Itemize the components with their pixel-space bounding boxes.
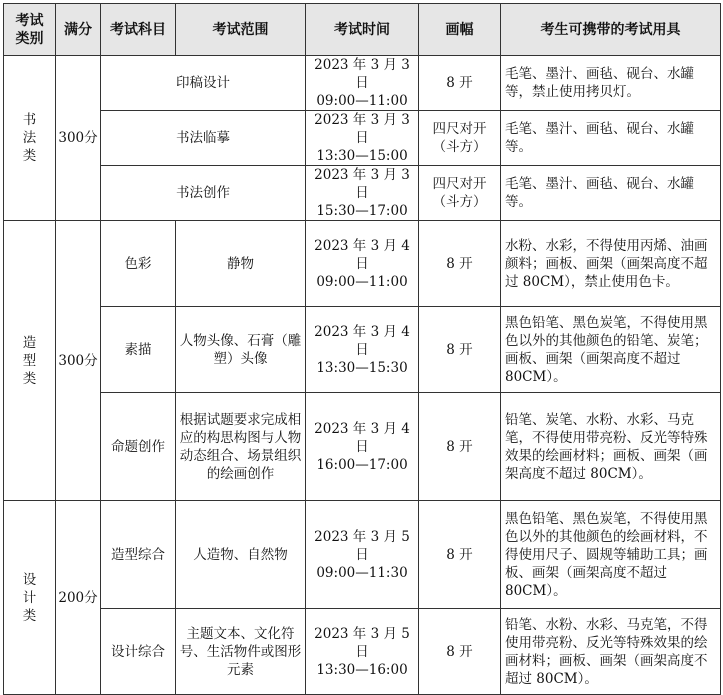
score-calligraphy: 300分	[56, 56, 101, 221]
header-full-score: 满分	[56, 4, 101, 56]
header-time: 考试时间	[306, 4, 419, 56]
time-cell: 2023 年 3 月 5 日 13:30—16:00	[306, 609, 419, 695]
category-modeling: 造 型 类	[4, 221, 56, 501]
subject-cell: 设计综合	[101, 609, 176, 695]
format-cell: 8 开	[419, 221, 501, 307]
table-row	[4, 166, 721, 221]
scope-cell: 人物头像、石膏（雕塑）头像	[176, 307, 306, 393]
subject-cell: 书法临摹	[101, 111, 306, 166]
subject-cell: 色彩	[101, 221, 176, 307]
subject-cell: 印稿设计	[101, 56, 306, 111]
tools-cell: 毛笔、墨汁、画毡、砚台、水罐等。	[501, 166, 721, 221]
time-cell: 2023 年 3 月 3 日 13:30—15:00	[306, 111, 419, 166]
format-cell: 8 开	[419, 56, 501, 111]
time-cell: 2023 年 3 月 4 日 13:30—15:30	[306, 307, 419, 393]
table-row	[4, 501, 721, 609]
table-row	[4, 111, 721, 166]
score-modeling: 300分	[56, 221, 101, 501]
time-cell: 2023 年 3 月 3 日 15:30—17:00	[306, 166, 419, 221]
format-cell: 8 开	[419, 501, 501, 609]
scope-cell: 根据试题要求完成相应的构思构图与人物动态组合、场景组织的绘画创作	[176, 393, 306, 501]
score-design: 200分	[56, 501, 101, 695]
scope-cell: 人造物、自然物	[176, 501, 306, 609]
subject-cell: 素描	[101, 307, 176, 393]
category-design: 设 计 类	[4, 501, 56, 695]
subject-cell: 造型综合	[101, 501, 176, 609]
time-cell: 2023 年 3 月 4 日 16:00—17:00	[306, 393, 419, 501]
tools-cell: 水粉、水彩，不得使用丙烯、油画颜料；画板、画架（画架高度不超过 80CM），禁止使用色卡。	[501, 221, 721, 307]
format-cell: 四尺对开 （斗方）	[419, 166, 501, 221]
tools-cell: 铅笔、炭笔、水粉、水彩、马克笔，不得使用带亮粉、反光等特殊效果的绘画材料；画板、画架（画架高度不超过 80CM）。	[501, 393, 721, 501]
table-row	[4, 307, 721, 393]
format-cell: 8 开	[419, 609, 501, 695]
category-calligraphy: 书 法 类	[4, 56, 56, 221]
tools-cell: 毛笔、墨汁、画毡、砚台、水罐等，禁止使用拷贝灯。	[501, 56, 721, 111]
table-row	[4, 56, 721, 111]
exam-schedule-table	[3, 3, 721, 695]
header-scope: 考试范围	[176, 4, 306, 56]
tools-cell: 毛笔、墨汁、画毡、砚台、水罐等。	[501, 111, 721, 166]
format-cell: 8 开	[419, 307, 501, 393]
time-cell: 2023 年 3 月 4 日 09:00—11:00	[306, 221, 419, 307]
header-subject: 考试科目	[101, 4, 176, 56]
scope-cell: 静物	[176, 221, 306, 307]
header-tools: 考生可携带的考试用具	[501, 4, 721, 56]
subject-cell: 命题创作	[101, 393, 176, 501]
format-cell: 8 开	[419, 393, 501, 501]
scope-cell: 主题文本、文化符号、生活物件或图形元素	[176, 609, 306, 695]
table-row	[4, 393, 721, 501]
format-cell: 四尺对开 （斗方）	[419, 111, 501, 166]
time-cell: 2023 年 3 月 3 日 09:00—11:00	[306, 56, 419, 111]
table-row	[4, 221, 721, 307]
header-format: 画幅	[419, 4, 501, 56]
subject-cell: 书法创作	[101, 166, 306, 221]
header-row	[4, 4, 721, 56]
tools-cell: 黑色铅笔、黑色炭笔，不得使用黑色以外的其他颜色的绘画材料，不得使用尺子、圆规等辅助工具；画板、画架（画架高度不超过 80CM）。	[501, 501, 721, 609]
table-row	[4, 609, 721, 695]
time-cell: 2023 年 3 月 5 日 09:00—11:30	[306, 501, 419, 609]
header-category: 考试 类别	[4, 4, 56, 56]
tools-cell: 铅笔、水粉、水彩、马克笔，不得使用带亮粉、反光等特殊效果的绘画材料；画板、画架（画架高度不超过 80CM）。	[501, 609, 721, 695]
tools-cell: 黑色铅笔、黑色炭笔，不得使用黑色以外的其他颜色的铅笔、炭笔；画板、画架（画架高度不超过 80CM）。	[501, 307, 721, 393]
